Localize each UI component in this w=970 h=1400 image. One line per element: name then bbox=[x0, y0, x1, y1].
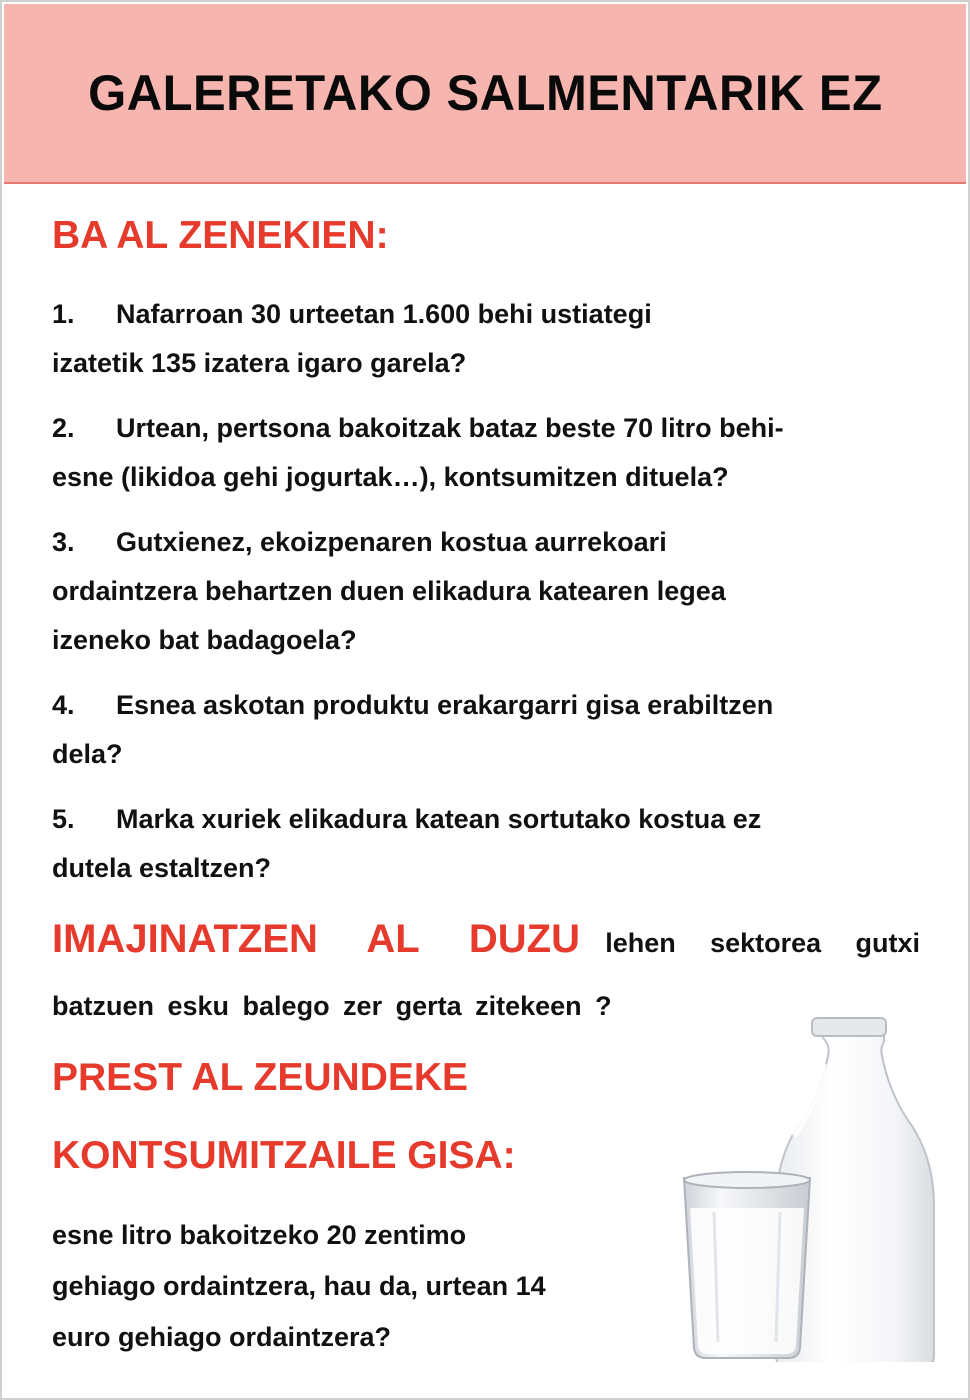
ready-text: esne litro bakoitzeko 20 zentimo bbox=[52, 1220, 467, 1250]
question-text: ordaintzera behartzen duen elikadura katearen legea bbox=[52, 576, 726, 606]
question-item-4 bbox=[52, 681, 912, 779]
title-banner bbox=[4, 4, 966, 184]
question-text: Marka xuriek elikadura katean sortutako kostua ez bbox=[116, 804, 762, 834]
question-text: Esnea askotan produktu erakargarri gisa erabiltzen bbox=[116, 690, 774, 720]
imagine-text: lehen sektorea gutxi batzuen esku balego zer gerta zitekeen ? bbox=[52, 928, 920, 1021]
question-text: esne (likidoa gehi jogurtak…), kontsumitzen dituela? bbox=[52, 462, 729, 492]
question-text: Nafarroan 30 urteetan 1.600 behi ustiategi bbox=[116, 299, 652, 329]
question-number: 5. bbox=[52, 804, 75, 834]
question-text: Urtean, pertsona bakoitzak bataz beste 70 litro behi- bbox=[116, 413, 784, 443]
page-title: GALERETAKO SALMENTARIK EZ bbox=[87, 65, 883, 121]
ready-heading-line1: PREST AL ZEUNDEKE bbox=[52, 1056, 469, 1099]
milk-glass-icon bbox=[684, 1172, 810, 1358]
question-number: 2. bbox=[52, 413, 75, 443]
question-item-2 bbox=[52, 404, 912, 502]
question-item-3 bbox=[52, 518, 912, 665]
question-text: dutela estaltzen? bbox=[52, 853, 272, 883]
ready-text: euro gehiago ordaintzera? bbox=[52, 1322, 392, 1352]
ready-text: gehiago ordaintzera, hau da, urtean 14 bbox=[52, 1271, 546, 1301]
question-text: Gutxienez, ekoizpenaren kostua aurrekoari bbox=[116, 527, 667, 557]
milk-bottle-and-glass-image bbox=[662, 1012, 942, 1362]
question-item-1 bbox=[52, 290, 912, 388]
question-number: 3. bbox=[52, 527, 75, 557]
did-you-know-heading: BA AL ZENEKIEN: bbox=[52, 214, 389, 257]
ready-heading-line2: KONTSUMITZAILE GISA: bbox=[52, 1134, 516, 1177]
question-text: izeneko bat badagoela? bbox=[52, 625, 357, 655]
question-text: izatetik 135 izatera igaro garela? bbox=[52, 348, 467, 378]
question-text: dela? bbox=[52, 739, 123, 769]
question-list bbox=[52, 290, 912, 909]
question-item-5 bbox=[52, 795, 912, 893]
question-number: 4. bbox=[52, 690, 75, 720]
imagine-highlight: IMAJINATZEN AL DUZU bbox=[52, 917, 580, 961]
question-number: 1. bbox=[52, 299, 75, 329]
ready-question bbox=[52, 1210, 672, 1363]
